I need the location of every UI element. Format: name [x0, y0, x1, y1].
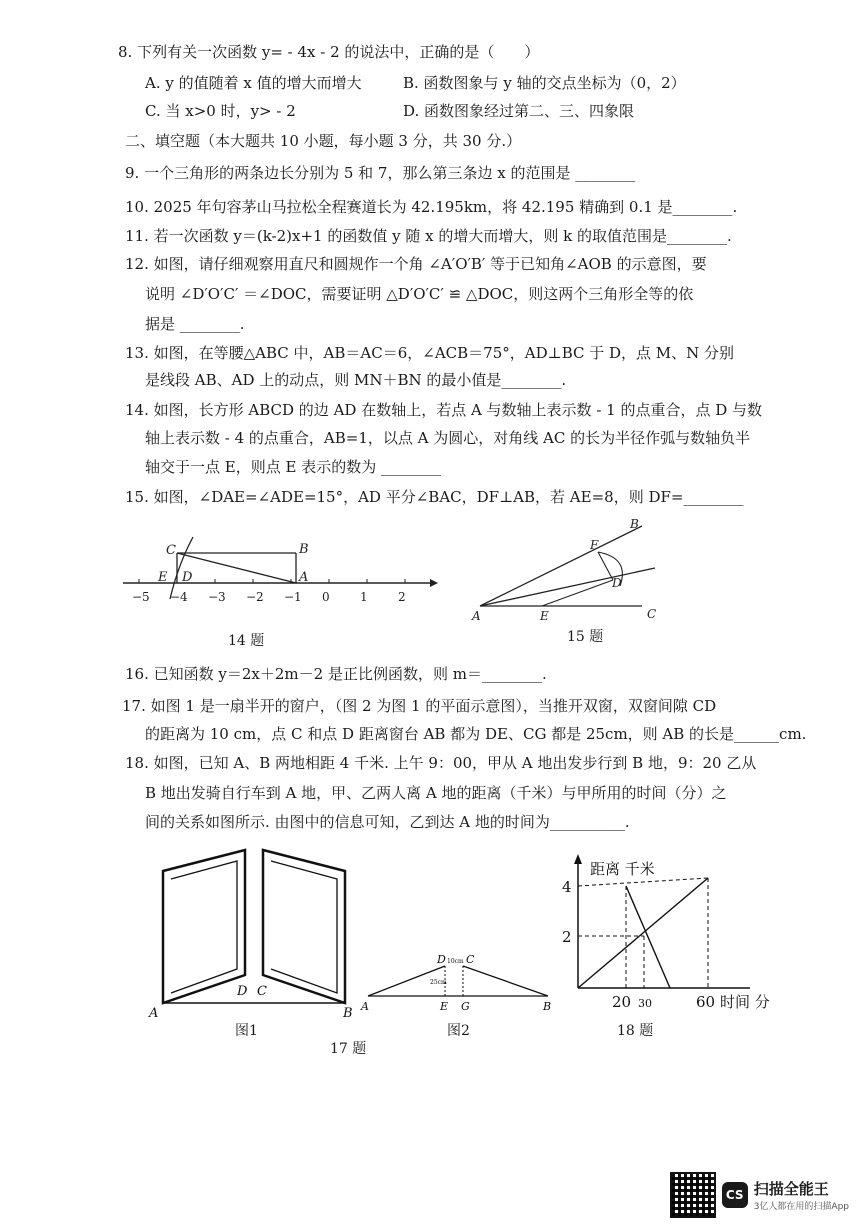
fig18-ylabel: 距离 千米: [590, 860, 655, 878]
q12-line2: 说明 ∠D′O′C′ ＝∠DOC，需要证明 △D′O′C′ ≌ △DOC，则这两个三角形全等的依: [145, 285, 694, 303]
figure-18-graph: [560, 852, 785, 1012]
fig14-tick-label: −4: [170, 590, 188, 604]
q8-option-d: D. 函数图象经过第二、三、四象限: [403, 102, 635, 120]
q9: 9. 一个三角形的两条边长分别为 5 和 7，那么第三条边 x 的范围是 ________: [125, 164, 636, 182]
fig17-plan-25cm: 25cm: [430, 979, 447, 986]
fig15-label-f: F: [590, 538, 599, 552]
fig15-label-d: D: [612, 576, 622, 590]
fig14-tick-label: −2: [246, 590, 264, 604]
figure-15-angle-diagram: [470, 518, 670, 628]
brand-tagline: 3亿人都在用的扫描App: [753, 1202, 849, 1212]
fig14-label-d: D: [182, 570, 193, 585]
fig15-label-e: E: [540, 609, 549, 623]
q16: 16. 已知函数 y＝2x＋2m－2 是正比例函数，则 m＝________.: [125, 665, 547, 683]
figure-14-number-line: [118, 535, 438, 635]
fig17-plan-10cm: 10cm: [447, 958, 464, 965]
fig18-xlabel: 时间 分: [720, 993, 770, 1011]
q14-line2: 轴上表示数 - 4 的点重合，AB=1，以点 A 为圆心，对角线 AC 的长为半径作弧与数轴负半: [145, 429, 751, 447]
figure-15-caption: 15 题: [567, 629, 604, 645]
q14-line3: 轴交于一点 E，则点 E 表示的数为 ________: [145, 458, 441, 476]
q14-line1: 14. 如图，长方形 ABCD 的边 AD 在数轴上，若点 A 与数轴上表示数 - 1 的点重合，点 D 与数: [125, 401, 763, 419]
fig17-plan-label-d: D: [437, 953, 446, 966]
q18-line1: 18. 如图，已知 A、B 两地相距 4 千米. 上午 9：00，甲从 A 地出发步行到 B 地，9：20 乙从: [125, 754, 757, 772]
fig17-plan-label-c: C: [466, 953, 475, 966]
figure-17-caption: 17 题: [330, 1041, 367, 1057]
figure-17-plan: [360, 948, 555, 1013]
q8-stem: 8. 下列有关一次函数 y= - 4x - 2 的说法中，正确的是（ ）: [118, 43, 540, 61]
figure-18-caption: 18 题: [617, 1023, 654, 1039]
fig14-label-b: B: [299, 542, 309, 557]
q18-line3: 间的关系如图所示. 由图中的信息可知，乙到达 A 地的时间为__________.: [145, 813, 630, 831]
fig17-win-label-a: A: [149, 1006, 159, 1021]
section-heading: 二、填空题（本大题共 10 小题，每小题 3 分，共 30 分.）: [125, 132, 522, 150]
q18-line2: B 地出发骑自行车到 A 地，甲、乙两人离 A 地的距离（千米）与甲所用的时间（分）之: [145, 784, 727, 802]
fig14-tick-label: 0: [322, 590, 330, 604]
fig14-label-a: A: [299, 570, 309, 585]
fig18-xtick-30: 30: [638, 997, 652, 1010]
fig14-tick-label: −1: [284, 590, 302, 604]
fig17-plan-label-b: B: [543, 1000, 552, 1013]
fig15-label-c: C: [647, 607, 657, 621]
q13-line2: 是线段 AB、AD 上的动点，则 MN＋BN 的最小值是________.: [145, 371, 567, 389]
q17-line2: 的距离为 10 cm，点 C 和点 D 距离窗台 AB 都为 DE、CG 都是 25cm，则 AB 的长是______cm.: [145, 725, 807, 743]
figure-17-caption-2: 图2: [447, 1023, 470, 1039]
brand-name: 扫描全能王: [753, 1180, 829, 1198]
qr-code-icon: [670, 1172, 716, 1218]
camscanner-logo-icon: CS: [722, 1182, 748, 1208]
figure-17-window: [145, 845, 360, 1025]
fig14-tick-label: 2: [398, 590, 406, 604]
q13-line1: 13. 如图，在等腰△ABC 中，AB＝AC＝6，∠ACB＝75°，AD⊥BC 于 D，点 M、N 分别: [125, 344, 735, 362]
fig15-label-a: A: [472, 609, 481, 623]
fig17-win-label-c: C: [257, 984, 267, 999]
fig14-tick-label: −3: [208, 590, 226, 604]
fig17-plan-label-a: A: [361, 1000, 369, 1013]
q12-line3: 据是 ________.: [145, 315, 245, 333]
fig18-xtick-20: 20: [612, 993, 632, 1011]
fig14-label-e: E: [158, 570, 168, 585]
q8-option-b: B. 函数图象与 y 轴的交点坐标为（0，2）: [403, 74, 686, 92]
fig15-label-b: B: [630, 518, 639, 531]
fig14-tick-label: 1: [360, 590, 368, 604]
fig18-ytick-2: 2: [562, 928, 572, 946]
fig18-ytick-4: 4: [562, 878, 572, 896]
q8-option-c: C. 当 x>0 时，y> - 2: [145, 102, 296, 120]
fig18-xtick-60: 60: [696, 993, 716, 1011]
fig14-tick-label: −5: [132, 590, 150, 604]
fig17-win-label-d: D: [237, 984, 248, 999]
figure-17-caption-1: 图1: [235, 1023, 258, 1039]
q10: 10. 2025 年句容茅山马拉松全程赛道长为 42.195km，将 42.195 精确到 0.1 是________.: [125, 198, 738, 216]
figure-14-caption: 14 题: [228, 633, 265, 649]
fig17-plan-label-g: G: [461, 1000, 470, 1013]
q17-line1: 17. 如图 1 是一扇半开的窗户，（图 2 为图 1 的平面示意图），当推开双窗，双窗间隙 CD: [122, 697, 717, 715]
q8-option-a: A. y 的值随着 x 值的增大而增大: [145, 74, 362, 92]
fig14-label-c: C: [166, 543, 176, 558]
q15: 15. 如图，∠DAE=∠ADE=15°，AD 平分∠BAC，DF⊥AB，若 AE=8，则 DF=________: [125, 488, 744, 506]
fig17-win-label-b: B: [343, 1006, 353, 1021]
q11: 11. 若一次函数 y＝(k-2)x+1 的函数值 y 随 x 的增大而增大，则 k 的取值范围是________.: [125, 227, 732, 245]
fig17-plan-label-e: E: [440, 1000, 449, 1013]
q12-line1: 12. 如图，请仔细观察用直尺和圆规作一个角 ∠A′O′B′ 等于已知角∠AOB 的示意图，要: [125, 255, 707, 273]
scanner-watermark: [670, 1172, 849, 1218]
